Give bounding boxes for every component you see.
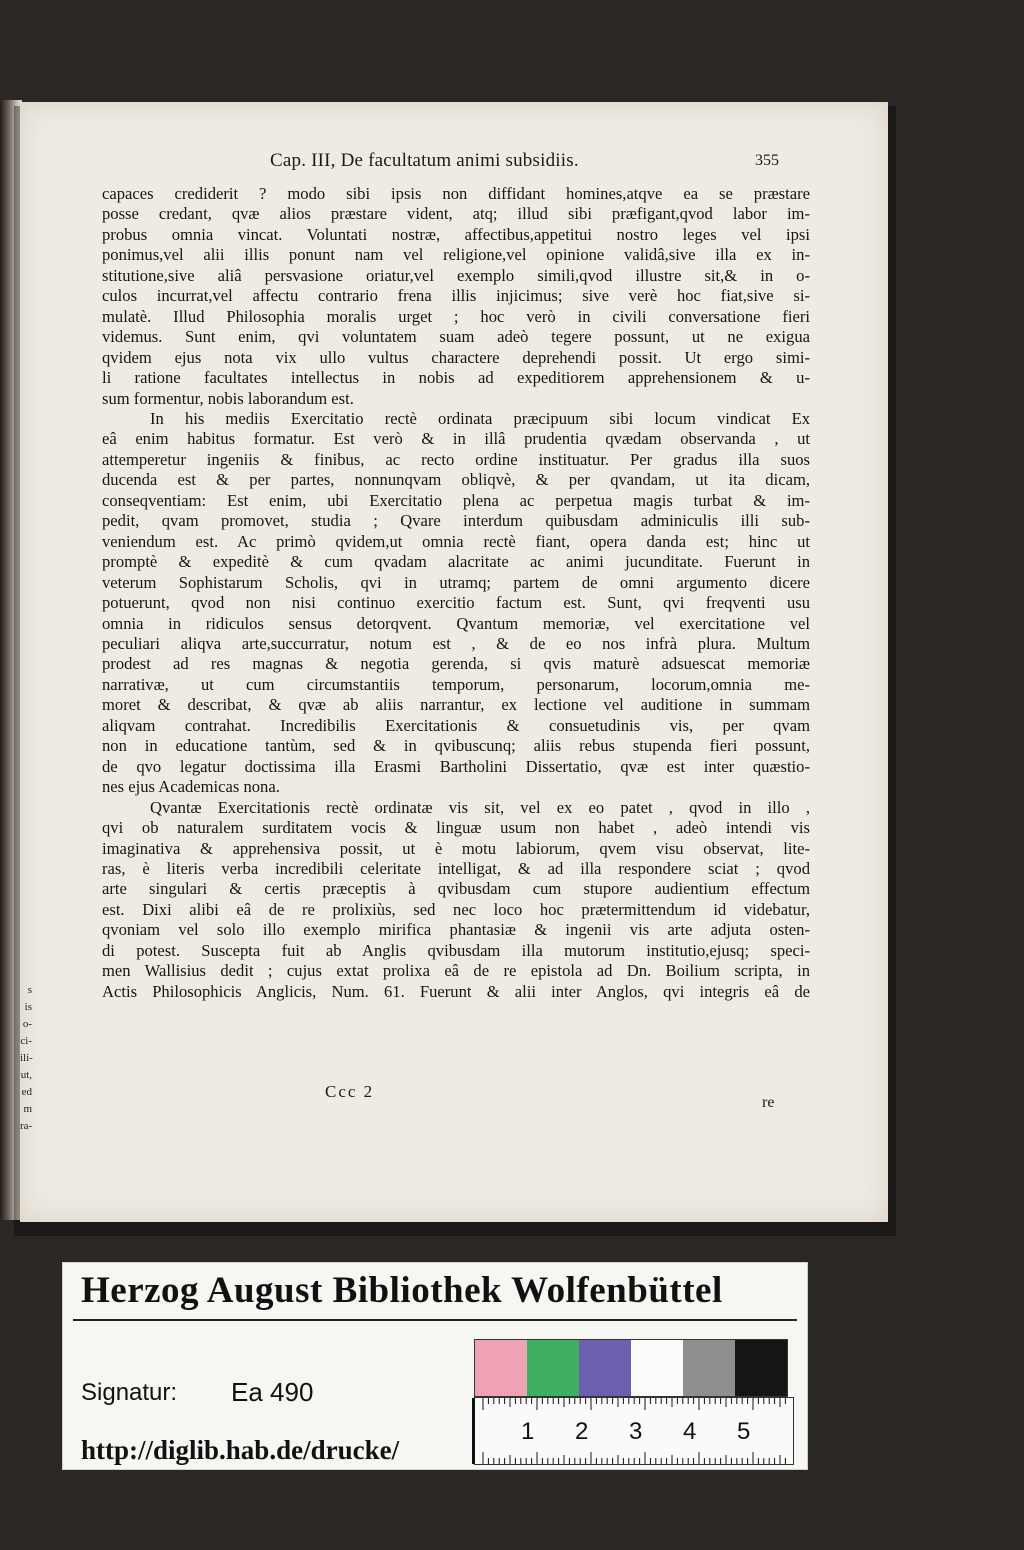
text-line: arte singulari & certis præceptis à qvibusdam cum stupore audientium effectum (102, 879, 810, 899)
signatur-label: Signatur: (81, 1379, 178, 1406)
text-line: est. Dixi alibi eâ de re prolixiùs, sed nec loco hoc prætermittendum id videbatur, (102, 899, 810, 919)
margin-fragment: is (24, 1001, 32, 1013)
text-line: non in educatione tantùm, sed & in qvibuscunq; aliis rebus stupenda fieri possunt, (102, 736, 810, 756)
text-line: omnia in ridiculos sensus detorqvent. Qvantum memoriæ, vel exercitatione vel (102, 613, 810, 633)
text-line: li ratione facultates intellectus in nobis ad expeditiorem apprehensionem & u- (102, 368, 810, 388)
text-line: qvidem ejus nota vix ullo vultus charactere deprehendi possit. Ut ergo simi- (102, 347, 810, 367)
body-text (102, 184, 810, 1002)
color-swatch (735, 1340, 787, 1396)
margin-fragment: ci- (20, 1035, 32, 1047)
text-line: sum formentur, nobis laborandum est. (102, 388, 354, 408)
margin-fragment: ed (21, 1086, 32, 1098)
ruler-number: 4 (683, 1418, 697, 1445)
text-line: videmus. Sunt enim, qvi voluntatem suam adeò tegere possunt, ut ne exigua (102, 327, 810, 347)
running-head: Cap. III, De facultatum animi subsidiis. (270, 150, 579, 171)
text-line: aliqvam contrahat. Incredibilis Exercitationis & consuetudinis vis, per qvam (102, 715, 810, 735)
color-swatch (683, 1340, 735, 1396)
text-line: probus omnia vincat. Voluntati nostræ, affectibus,appetitui nostro leges vel ipsi (102, 224, 810, 244)
catchword: re (762, 1094, 775, 1111)
text-line: promptè & expeditè & cum qvadam alacritate ac animi jucunditate. Fuerunt in (102, 552, 810, 572)
color-swatch (527, 1340, 579, 1396)
margin-fragment: ili- (20, 1052, 33, 1064)
text-line: stitutione,sive aliâ persvasione oriatur,vel exemplo simili,qvod illustre sit,& in o- (102, 265, 810, 285)
library-card (62, 1262, 808, 1470)
title-rule (73, 1319, 797, 1321)
margin-fragment: o- (22, 1018, 32, 1030)
text-line: ducenda est & per partes, nonnunqvam obliqvè, & per qvandam, ut ita dicam, (102, 470, 810, 490)
library-title: Herzog August Bibliothek Wolfenbüttel (81, 1270, 723, 1311)
text-line: veterum Sophistarum Scholis, qvi in utramq; partem de omni argumento dicere (102, 572, 810, 592)
text-line: di potest. Suscepta fuit ab Anglis qvibusdam illa mutorum institutio,ejusq; speci- (102, 940, 810, 960)
text-line: qvoniam vel solo illo exemplo mirifica phantasiæ & ingenii vis arte adjuta osten- (102, 920, 810, 940)
color-swatches (474, 1339, 788, 1397)
signatur-value: Ea 490 (231, 1377, 314, 1407)
text-line: qvi ob naturalem surditatem vocis & linguæ usum non habet , adeò intendi vis (102, 818, 810, 838)
text-line: eâ enim habitus formatur. Est verò & in illâ prudentia qvædam observanda , ut (102, 429, 810, 449)
text-line: Qvantæ Exercitationis rectè ordinatæ vis sit, vel ex eo patet , qvod in illo , (150, 797, 810, 817)
signature-mark: Ccc 2 (325, 1082, 375, 1101)
text-line: de qvo legatur doctissima illa Erasmi Bartholini Dissertatio, qvæ est inter quæstio- (102, 756, 810, 776)
text-line: peculiari aliqva arte,succurratur, notum est , & de eo nos infrà plura. Multum (102, 633, 810, 653)
ruler-number: 2 (575, 1418, 589, 1445)
text-line: ras, è literis verba incredibili celeritate intelligat, & ad illa respondere sciat ; qvod (102, 858, 810, 878)
text-line: Actis Philosophicis Anglicis, Num. 61. Fuerunt & alii inter Anglos, qvi integris eâ de (102, 981, 810, 1001)
text-line: imaginativa & apprehensiva possit, ut è motu labiorum, qvem visu observat, lite- (102, 838, 810, 858)
text-line: conseqventiam: Est enim, ubi Exercitatio plena ac perpetua magis turbat & im- (102, 490, 810, 510)
text-line: men Wallisius dedit ; cujus extat prolixa eâ de re epistola ad Dn. Boilium scripta, in (102, 961, 810, 981)
text-line: mulatè. Illud Philosophia moralis urget ; hoc verò in civili conversatione fieri (102, 306, 810, 326)
text-line: posse credant, qvæ alios præstare vident, atq; illud sibi præfigant,qvod labor im- (102, 204, 810, 224)
text-line: ponimus,vel alii illis ponunt nam vel religione,vel opinione validâ,sive illa ex in- (102, 245, 810, 265)
library-url: http://diglib.hab.de/drucke/ (81, 1435, 400, 1465)
margin-fragment: ut, (20, 1069, 32, 1081)
text-line: attemperetur ingeniis & finibus, ac recto ordine instituatur. Per gradus illa suos (102, 449, 810, 469)
color-swatch (579, 1340, 631, 1396)
color-swatch (631, 1340, 683, 1396)
ruler-number: 5 (737, 1418, 751, 1445)
margin-fragment: m (23, 1103, 32, 1115)
measurement-ruler (474, 1397, 794, 1465)
text-line: In his mediis Exercitatio rectè ordinata præcipuum sibi locum vindicat Ex (150, 408, 810, 428)
text-line: nes ejus Academicas nona. (102, 777, 280, 797)
text-line: moret & describat, & qvæ ab aliis narrantur, ex lectione vel auditione in summam (102, 695, 810, 715)
text-line: prodest ad res magnas & negotia gerenda, si qvis maturè adsuescat memoriæ (102, 654, 810, 674)
text-line: potuerunt, qvod non nisi continuo exercitio factum est. Sunt, qvi freqventi usu (102, 593, 810, 613)
margin-fragment: ra- (20, 1120, 33, 1132)
text-line: narrativæ, ut cum circumstantiis temporum, personarum, locorum,omnia me- (102, 674, 810, 694)
ruler-number: 3 (629, 1418, 643, 1445)
page-number: 355 (755, 152, 779, 169)
ruler-number: 1 (521, 1418, 535, 1445)
text-line: pedit, qvam promovet, studia ; Qvare interdum quibusdam adminiculis illi sub- (102, 511, 810, 531)
margin-fragment: s (27, 984, 32, 996)
margin-fragments (20, 982, 32, 1135)
text-line: capaces crediderit ? modo sibi ipsis non diffidant homines,atqve ea se præstare (102, 184, 810, 203)
text-line: veniendum est. Ac primò qvidem,ut omnia rectè fiant, opera danda est; hinc ut (102, 531, 810, 551)
book-page (20, 102, 888, 1222)
color-swatch (475, 1340, 527, 1396)
text-line: culos incurrat,vel affectu contrario frena illis injicimus; sive verè hoc fiat,sive si- (102, 286, 810, 306)
